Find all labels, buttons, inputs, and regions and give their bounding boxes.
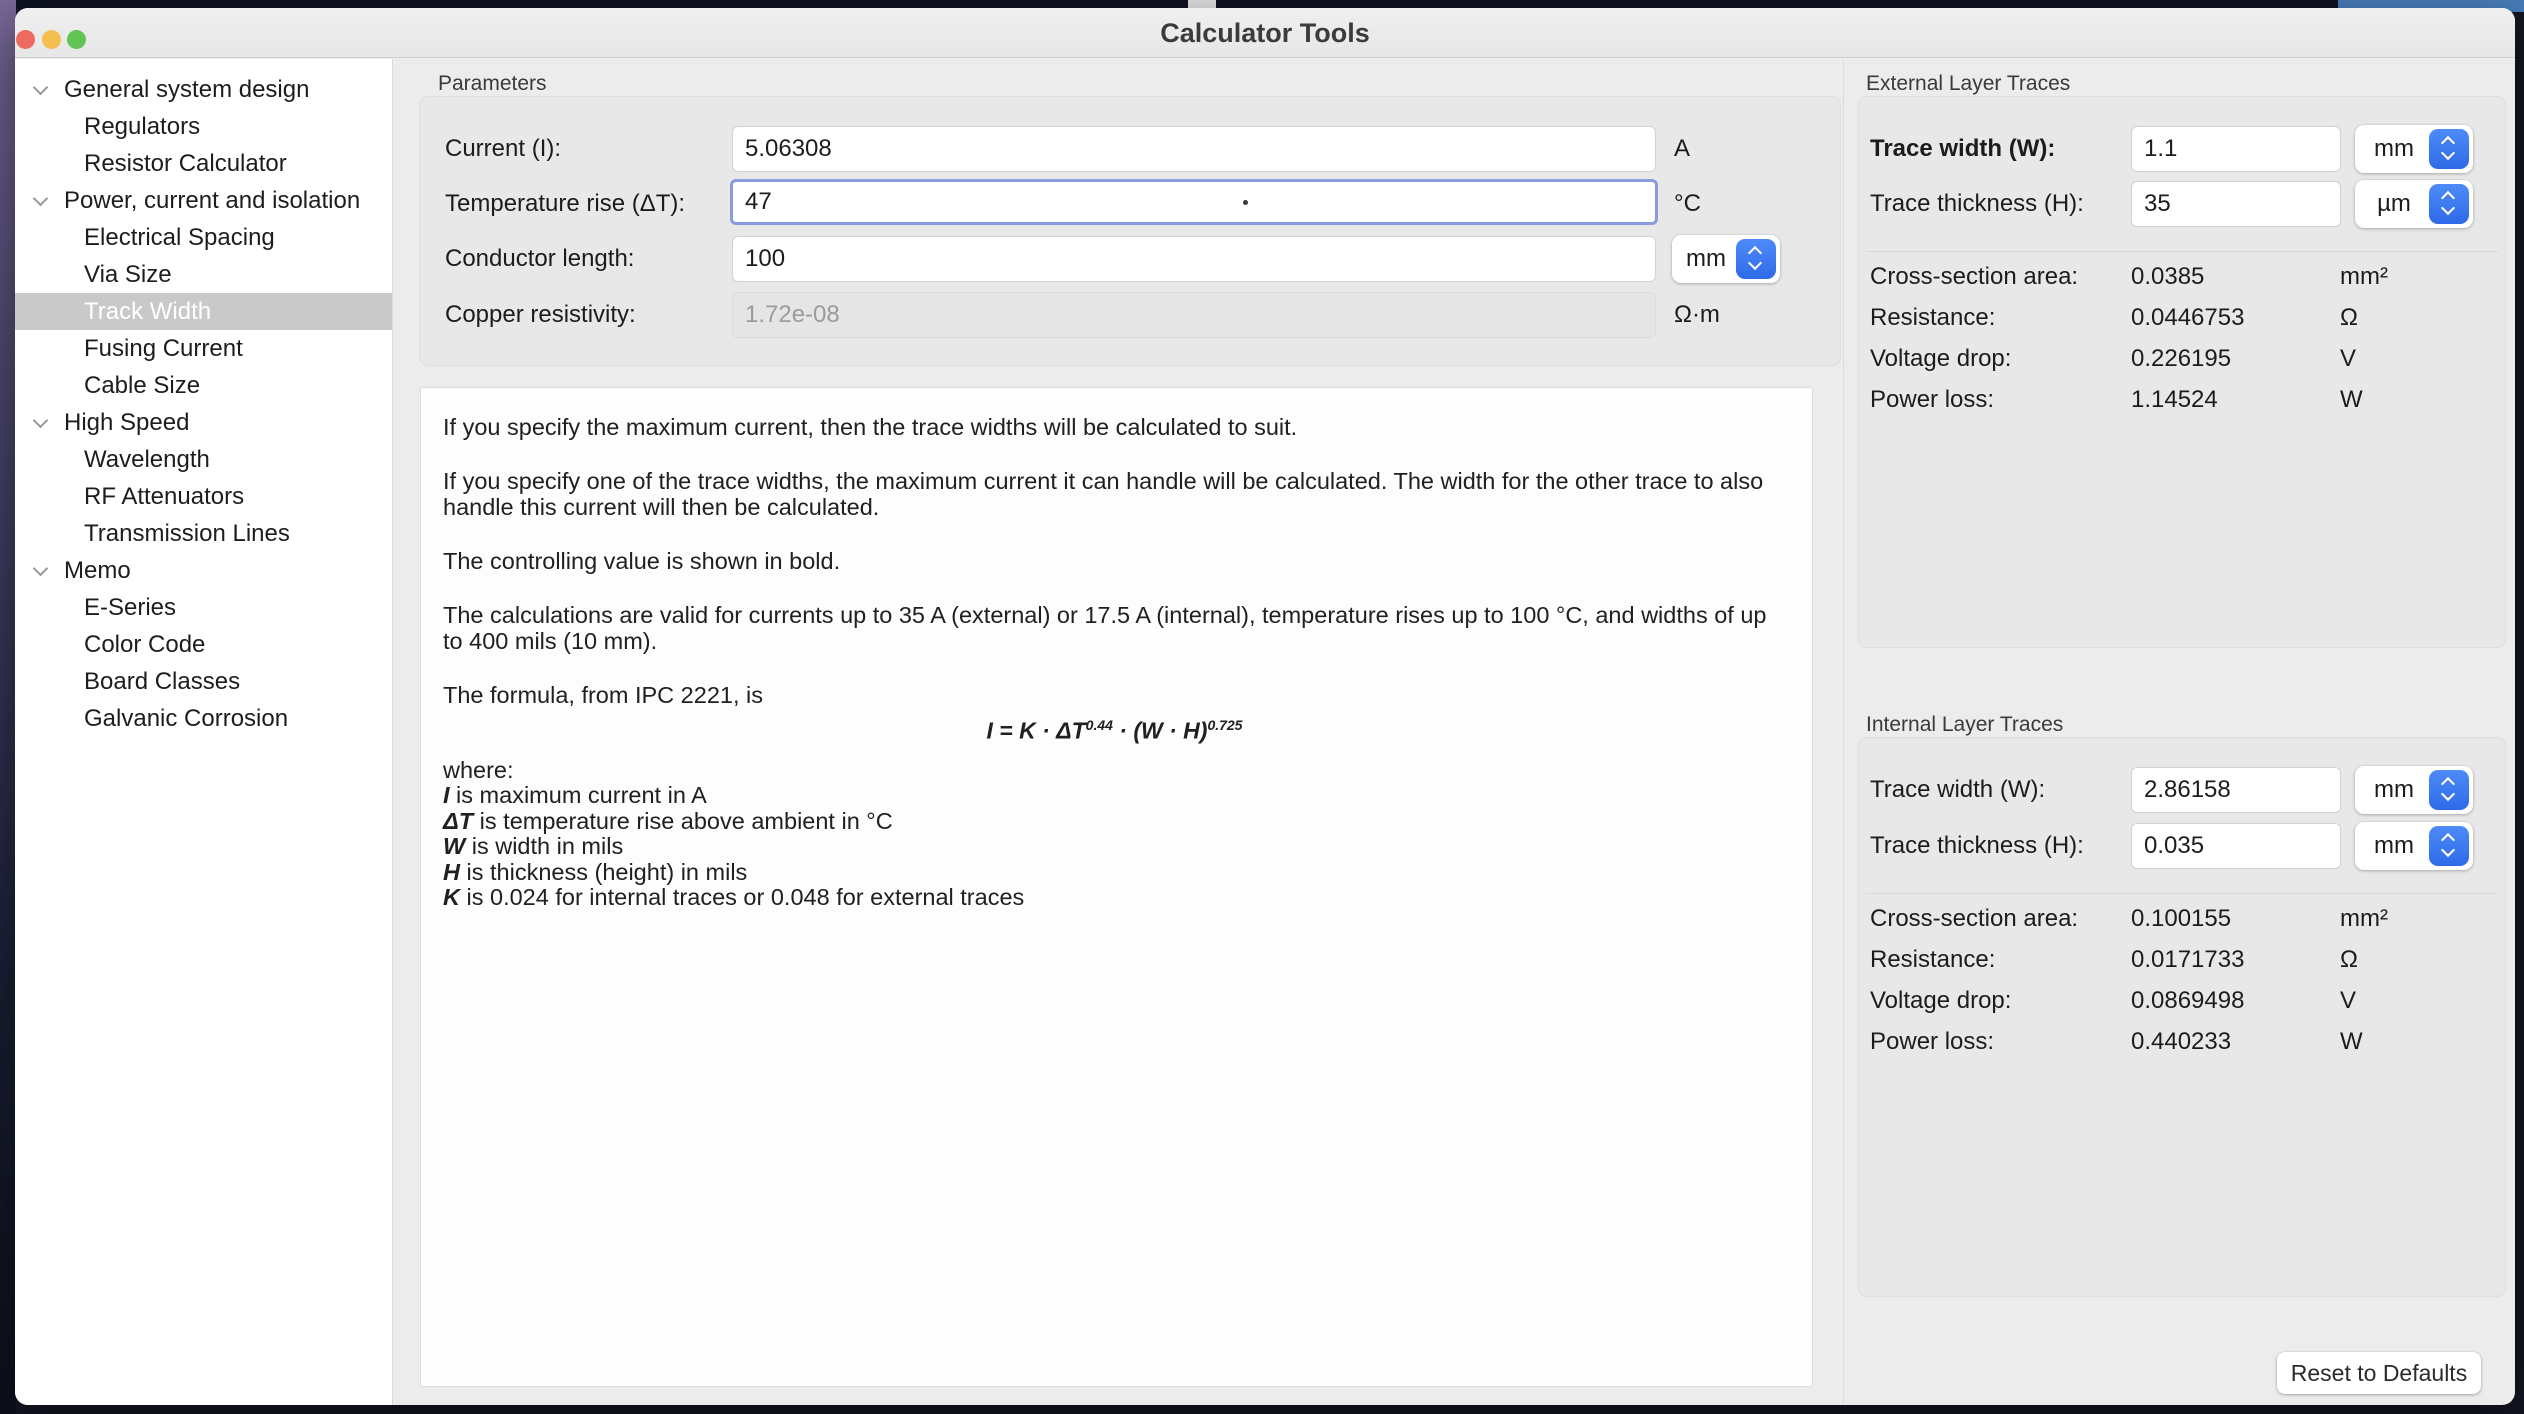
- mouse-cursor-dot: [1243, 200, 1248, 205]
- external-trace-width-input[interactable]: [2131, 126, 2341, 172]
- sidebar-item-label: Galvanic Corrosion: [84, 705, 289, 732]
- sidebar-item-label: Power, current and isolation: [64, 187, 361, 214]
- temperature-rise-input[interactable]: [730, 179, 1658, 225]
- sidebar-item-galvanic-corrosion[interactable]: [15, 700, 392, 737]
- temperature-rise-unit: °C: [1674, 190, 1701, 217]
- external-traces-section-label: External Layer Traces: [1866, 72, 2071, 95]
- external-resistance-value: 0.0446753: [2131, 304, 2245, 331]
- conductor-length-input[interactable]: [732, 236, 1656, 282]
- sidebar-item-color-code[interactable]: [15, 626, 392, 663]
- conductor-length-label: Conductor length:: [445, 245, 635, 272]
- panel-divider: [1843, 59, 1844, 1405]
- sidebar-item-e-series[interactable]: [15, 589, 392, 626]
- internal-cross-section-label: Cross-section area:: [1870, 905, 2079, 932]
- external-voltage-drop-unit: V: [2340, 345, 2357, 372]
- definition-row: W is width in mils: [443, 833, 624, 860]
- sidebar-item-label: Resistor Calculator: [84, 150, 287, 177]
- sidebar-item-label: Color Code: [84, 631, 206, 658]
- sidebar-item-label: Wavelength: [84, 446, 210, 473]
- sidebar-item-memo[interactable]: [15, 552, 392, 589]
- internal-traces-groupbox: [1858, 737, 2506, 1297]
- external-cross-section-label: Cross-section area:: [1870, 263, 2079, 290]
- dropdown-value: mm: [1686, 245, 1726, 272]
- copper-resistivity-label: Copper resistivity:: [445, 301, 636, 328]
- external-voltage-drop-value: 0.226195: [2131, 345, 2232, 372]
- external-power-loss-label: Power loss:: [1870, 386, 1995, 413]
- dropdown-value: µm: [2377, 190, 2411, 217]
- external-trace-width-label: Trace width (W):: [1870, 135, 2056, 162]
- sidebar-item-power-current-isolation[interactable]: [15, 182, 392, 219]
- dropdown-value: mm: [2374, 832, 2414, 859]
- copper-resistivity-input: [732, 292, 1656, 338]
- help-paragraph: If you specify one of the trace widths, the maximum current it can handle will be calculated. The width for the other trace to also handle this current will then be calculated.: [443, 468, 1764, 520]
- stepper-icon[interactable]: [2429, 770, 2469, 810]
- external-trace-width-unit-dropdown[interactable]: [2355, 125, 2473, 173]
- sidebar-item-track-width[interactable]: [15, 293, 392, 330]
- dropdown-value: mm: [2374, 135, 2414, 162]
- parameters-section-label: Parameters: [438, 72, 547, 95]
- internal-trace-width-input[interactable]: [2131, 767, 2341, 813]
- internal-trace-width-label: Trace width (W):: [1870, 776, 2046, 803]
- sidebar-item-label: Track Width: [84, 298, 212, 325]
- external-trace-thickness-input[interactable]: [2131, 181, 2341, 227]
- close-button[interactable]: [16, 30, 35, 49]
- sidebar-item-rf-attenuators[interactable]: [15, 478, 392, 515]
- external-voltage-drop-label: Voltage drop:: [1870, 345, 2012, 372]
- sidebar-item-regulators[interactable]: [15, 108, 392, 145]
- window-title: Calculator Tools: [1160, 18, 1370, 48]
- current-input[interactable]: [732, 126, 1656, 172]
- sidebar-item-cable-size[interactable]: [15, 367, 392, 404]
- sidebar-item-label: RF Attenuators: [84, 483, 245, 510]
- sidebar-item-high-speed[interactable]: [15, 404, 392, 441]
- internal-power-loss-value: 0.440233: [2131, 1028, 2232, 1055]
- sidebar-item-label: General system design: [64, 76, 310, 103]
- stepper-icon[interactable]: [2429, 184, 2469, 224]
- desktop-background-left: [0, 0, 16, 1414]
- dropdown-value: mm: [2374, 776, 2414, 803]
- external-resistance-label: Resistance:: [1870, 304, 1996, 331]
- section-separator: [1866, 893, 2498, 894]
- sidebar-item-label: E-Series: [84, 594, 177, 621]
- where-label: where:: [443, 756, 514, 783]
- sidebar-item-label: Cable Size: [84, 372, 201, 399]
- internal-cross-section-unit: mm²: [2340, 905, 2388, 932]
- internal-trace-thickness-unit-dropdown[interactable]: [2355, 822, 2473, 870]
- internal-trace-width-unit-dropdown[interactable]: [2355, 766, 2473, 814]
- help-paragraph: The controlling value is shown in bold.: [443, 548, 841, 574]
- sidebar-item-label: Electrical Spacing: [84, 224, 275, 251]
- ipc2221-formula: $I = K \cdot \Delta T^{0.44} \cdot (W \cdot H)^{0.725}$: [986, 717, 1243, 744]
- internal-traces-section-label: Internal Layer Traces: [1866, 713, 2064, 736]
- sidebar-item-label: Via Size: [84, 261, 172, 288]
- sidebar-item-label: High Speed: [64, 409, 190, 436]
- formula-definitions: [443, 758, 1786, 911]
- chevron-down-icon[interactable]: [33, 80, 49, 96]
- internal-voltage-drop-unit: V: [2340, 987, 2357, 1014]
- external-resistance-unit: Ω: [2340, 304, 2358, 331]
- help-paragraph: If you specify the maximum current, then the trace widths will be calculated to suit.: [443, 414, 1298, 440]
- internal-voltage-drop-label: Voltage drop:: [1870, 987, 2012, 1014]
- sidebar-item-label: Fusing Current: [84, 335, 243, 362]
- help-text-box: [420, 387, 1813, 1387]
- chevron-down-icon[interactable]: [33, 413, 49, 429]
- conductor-length-unit-dropdown[interactable]: [1672, 235, 1780, 283]
- chevron-down-icon[interactable]: [33, 191, 49, 207]
- external-trace-thickness-label: Trace thickness (H):: [1870, 190, 2084, 217]
- definition-row: I is maximum current in A: [443, 782, 707, 809]
- internal-resistance-value: 0.0171733: [2131, 946, 2245, 973]
- calculator-tree: [15, 59, 393, 1405]
- sidebar-item-electrical-spacing[interactable]: [15, 219, 392, 256]
- zoom-button[interactable]: [67, 30, 86, 49]
- temperature-rise-label: Temperature rise (ΔT):: [445, 190, 686, 217]
- stepper-icon[interactable]: [1736, 239, 1776, 279]
- sidebar-item-via-size[interactable]: [15, 256, 392, 293]
- sidebar-item-label: Transmission Lines: [84, 520, 290, 547]
- current-unit: A: [1674, 135, 1691, 162]
- definition-row: ΔT is temperature rise above ambient in °C: [443, 807, 893, 834]
- sidebar-item-resistor-calculator[interactable]: [15, 145, 392, 182]
- traffic-lights: [15, 8, 105, 58]
- external-cross-section-unit: mm²: [2340, 263, 2388, 290]
- internal-power-loss-unit: W: [2340, 1028, 2363, 1055]
- minimize-button[interactable]: [42, 30, 61, 49]
- titlebar: [15, 8, 2515, 58]
- sidebar-item-fusing-current[interactable]: [15, 330, 392, 367]
- internal-resistance-label: Resistance:: [1870, 946, 1996, 973]
- internal-power-loss-label: Power loss:: [1870, 1028, 1995, 1055]
- external-cross-section-value: 0.0385: [2131, 263, 2205, 290]
- external-power-loss-value: 1.14524: [2131, 386, 2218, 413]
- external-power-loss-unit: W: [2340, 386, 2363, 413]
- definition-row: H is thickness (height) in mils: [443, 858, 748, 885]
- stepper-icon[interactable]: [2429, 129, 2469, 169]
- internal-resistance-unit: Ω: [2340, 946, 2358, 973]
- internal-trace-thickness-label: Trace thickness (H):: [1870, 832, 2084, 859]
- sidebar-item-label: Regulators: [84, 113, 201, 140]
- copper-resistivity-unit: Ω·m: [1674, 301, 1720, 328]
- internal-voltage-drop-value: 0.0869498: [2131, 987, 2245, 1014]
- definition-row: K is 0.024 for internal traces or 0.048 for external traces: [443, 884, 1025, 911]
- calculator-tools-window: [15, 8, 2515, 1405]
- formula-intro: The formula, from IPC 2221, is: [443, 682, 763, 708]
- reset-to-defaults-button[interactable]: Reset to Defaults: [2277, 1352, 2481, 1394]
- current-label: Current (I):: [445, 135, 562, 162]
- sidebar-item-label: Board Classes: [84, 668, 241, 695]
- help-paragraph: The calculations are valid for currents up to 35 A (external) or 17.5 A (internal), temperature rises up to 100 °C, and widths of up to 400 mils (10 mm).: [443, 602, 1767, 654]
- sidebar-item-wavelength[interactable]: [15, 441, 392, 478]
- stepper-icon[interactable]: [2429, 826, 2469, 866]
- sidebar-item-transmission-lines[interactable]: [15, 515, 392, 552]
- internal-cross-section-value: 0.100155: [2131, 905, 2232, 932]
- chevron-down-icon[interactable]: [33, 561, 49, 577]
- sidebar-item-general-system-design[interactable]: [15, 71, 392, 108]
- external-trace-thickness-unit-dropdown[interactable]: [2355, 180, 2473, 228]
- section-separator: [1866, 251, 2498, 252]
- sidebar-item-label: Memo: [64, 557, 131, 584]
- sidebar-item-board-classes[interactable]: [15, 663, 392, 700]
- internal-trace-thickness-input[interactable]: [2131, 823, 2341, 869]
